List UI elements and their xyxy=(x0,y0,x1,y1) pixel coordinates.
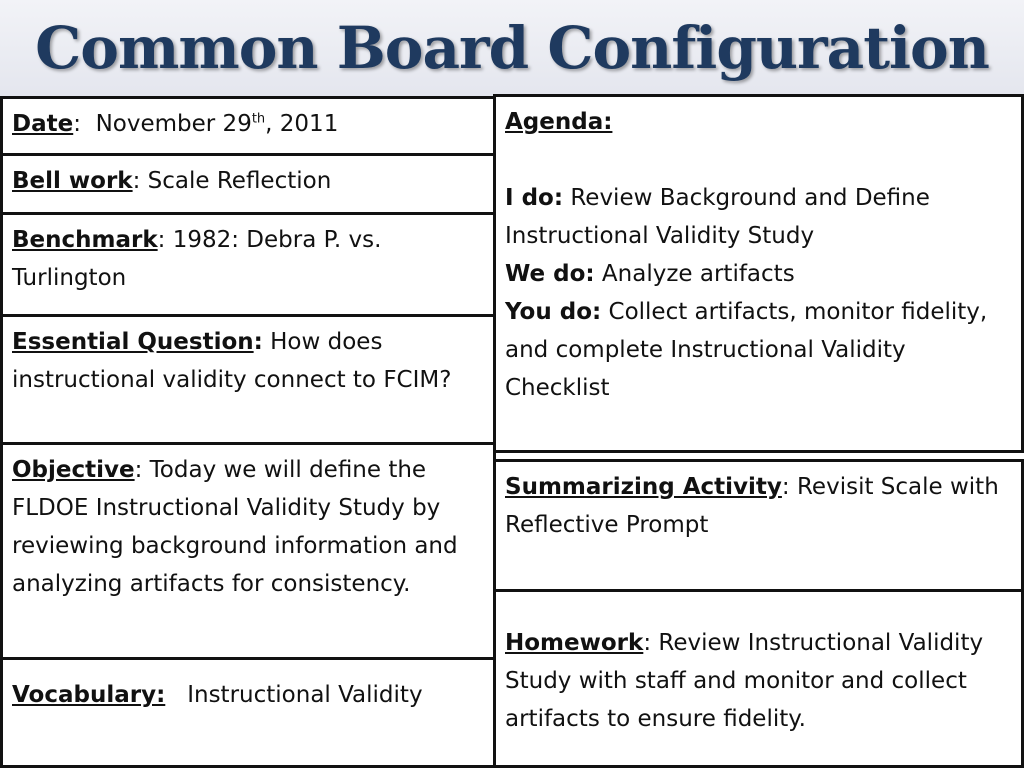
date-label: Date xyxy=(12,111,74,137)
date-box xyxy=(0,96,496,156)
summarizing-activity-label: Summarizing Activity xyxy=(505,474,782,500)
date-suffix: th xyxy=(251,111,266,127)
summarizing-activity-value: : Revisit Scale with Reflective Prompt xyxy=(505,474,999,538)
date-year: , 2011 xyxy=(265,111,339,137)
agenda-item-label: I do: xyxy=(505,185,564,211)
vocabulary-value: Instructional Validity xyxy=(187,682,423,708)
agenda-item-value: Collect artifacts, monitor fidelity, and complete Instructional Validity Checklist xyxy=(505,299,988,401)
essential-question-label: Essential Question xyxy=(12,329,254,355)
vocabulary-label: Vocabulary: xyxy=(12,682,166,708)
objective-box xyxy=(0,442,496,660)
agenda-item xyxy=(505,293,1012,407)
agenda-item-value: Review Background and Define Instructional Validity Study xyxy=(505,185,930,249)
homework-label: Homework xyxy=(505,630,644,656)
agenda-item-label: We do: xyxy=(505,261,595,287)
bell-work-box xyxy=(0,153,496,215)
benchmark-box xyxy=(0,212,496,317)
homework-box xyxy=(493,589,1024,768)
essential-question-box xyxy=(0,314,496,445)
essential-question-value: How does instructional validity connect to FCIM? xyxy=(12,329,452,393)
agenda-item-value: Analyze artifacts xyxy=(594,261,795,287)
page-title: Common Board Configuration xyxy=(35,14,989,82)
objective-label: Objective xyxy=(12,457,135,483)
objective-value: : Today we will define the FLDOE Instructional Validity Study by reviewing background information and analyzing artifacts for consistency. xyxy=(12,457,458,597)
agenda-label: Agenda: xyxy=(505,109,613,135)
bell-work-value: : Scale Reflection xyxy=(132,168,332,194)
date-sep: : xyxy=(73,111,81,137)
agenda-item-label: You do: xyxy=(505,299,602,325)
title-bar xyxy=(0,0,1024,97)
agenda-item xyxy=(505,255,1012,293)
essential-question-colon: : xyxy=(253,329,263,355)
homework-value: : Review Instructional Validity Study with staff and monitor and collect artifacts to ensure fidelity. xyxy=(505,630,984,732)
summarizing-activity-box xyxy=(493,459,1024,592)
benchmark-value: : 1982: Debra P. vs. Turlington xyxy=(12,227,382,291)
vocabulary-box xyxy=(0,657,496,768)
benchmark-label: Benchmark xyxy=(12,227,158,253)
agenda-box xyxy=(493,94,1024,453)
bell-work-label: Bell work xyxy=(12,168,133,194)
date-value: November 29 xyxy=(95,111,252,137)
agenda-item xyxy=(505,179,1012,255)
